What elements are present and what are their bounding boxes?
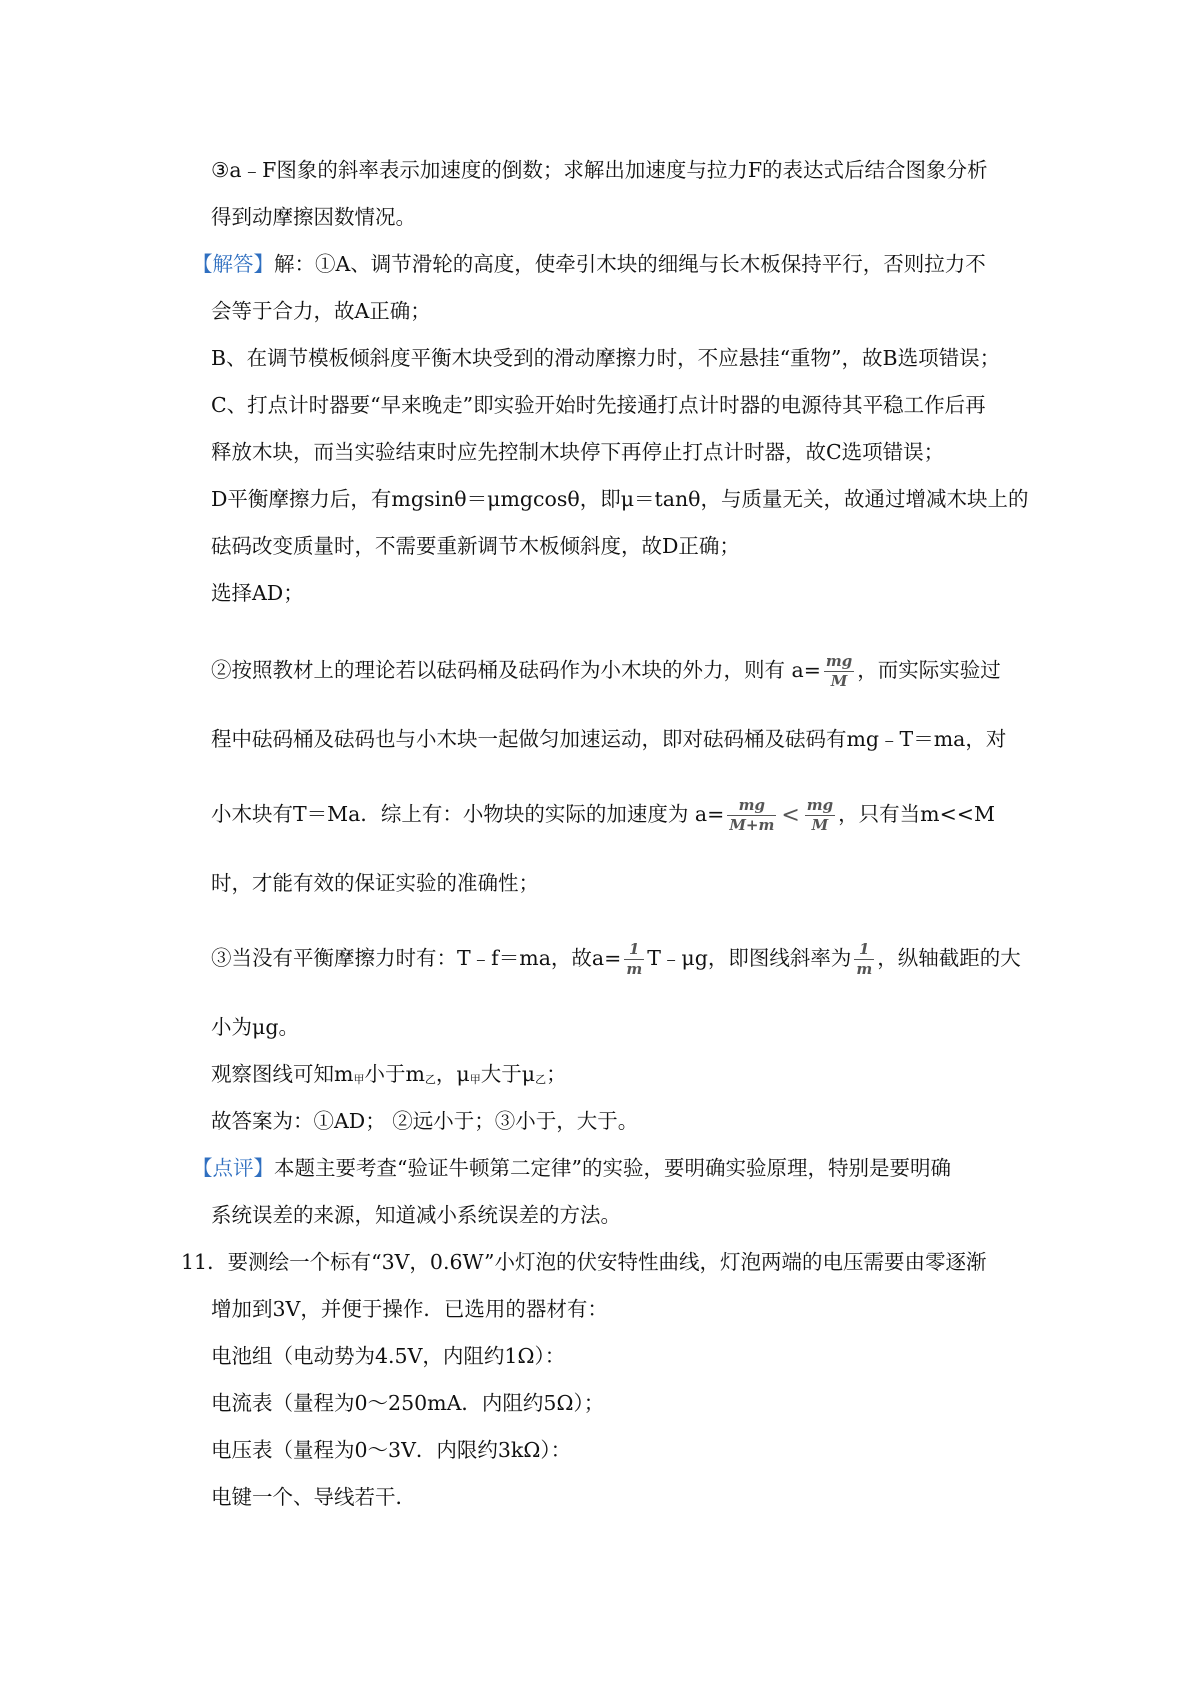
subscript: 乙 xyxy=(535,1073,547,1086)
line-text: ； xyxy=(546,1062,567,1086)
line-text: 小木块有T＝Ma．综上有：小物块的实际的加速度为 a= xyxy=(211,802,725,826)
subscript: 甲 xyxy=(353,1073,365,1086)
text-line: 增加到3V，并便于操作．已选用的器材有： xyxy=(211,1297,608,1321)
subscript: 乙 xyxy=(424,1073,436,1086)
fraction-denominator: m xyxy=(856,960,873,978)
fraction xyxy=(624,941,644,978)
comment-tag: 【点评】 xyxy=(192,1156,274,1180)
line-text: T﹣μg，即图线斜率为 xyxy=(647,946,852,970)
fraction xyxy=(824,653,854,690)
fraction-denominator: M xyxy=(811,816,829,834)
text-line: 电流表（量程为0～250mA．内阻约5Ω）； xyxy=(211,1391,605,1415)
text-line: C、打点计时器要“早来晚走”即实验开始时先接通打点计时器的电源待其平稳工作后再 xyxy=(211,393,986,417)
text-line: 得到动摩擦因数情况。 xyxy=(211,205,416,229)
text-line: 电池组（电动势为4.5V，内阻约1Ω）： xyxy=(211,1344,566,1368)
fraction-denominator: M xyxy=(830,672,848,690)
text-line: 电键一个、导线若干． xyxy=(211,1485,416,1509)
text-line xyxy=(211,797,995,834)
fraction-numerator: mg xyxy=(825,652,853,670)
line-text: ③当没有平衡摩擦力时有：T﹣f＝ma，故a= xyxy=(211,946,622,970)
fraction xyxy=(805,797,835,834)
text-line: 程中砝码桶及砝码也与小木块一起做匀加速运动，即对砝码桶及砝码有mg﹣T＝ma，对 xyxy=(211,727,1007,751)
line-text: 大于μ xyxy=(480,1062,536,1086)
fraction xyxy=(727,797,776,834)
line-text: ②按照教材上的理论若以砝码桶及砝码作为小木块的外力，则有 a= xyxy=(211,658,821,682)
text-line xyxy=(192,1154,951,1182)
line-text: 本题主要考查“验证牛顿第二定律”的实验，要明确实验原理，特别是要明确 xyxy=(274,1156,951,1180)
fraction-numerator: mg xyxy=(727,797,776,816)
answer-tag: 【解答】 xyxy=(192,252,274,276)
text-line: 释放木块，而当实验结束时应先控制木块停下再停止打点计时器，故C选项错误； xyxy=(211,440,945,464)
fraction-denominator: m xyxy=(626,960,643,978)
text-line xyxy=(211,653,1001,690)
fraction xyxy=(854,941,874,978)
line-text: ，纵轴截距的大 xyxy=(877,946,1021,970)
less-than-symbol: < xyxy=(781,802,800,828)
text-line xyxy=(211,941,1021,978)
text-line: 砝码改变质量时，不需要重新调节木板倾斜度，故D正确； xyxy=(211,534,740,558)
text-line xyxy=(211,1060,567,1094)
fraction-numerator: mg xyxy=(806,796,834,814)
fraction-numerator: 1 xyxy=(854,941,874,960)
text-line: 选择AD； xyxy=(211,581,304,605)
subscript: 甲 xyxy=(469,1073,481,1086)
text-line: ③a﹣F图象的斜率表示加速度的倒数；求解出加速度与拉力F的表达式后结合图象分析 xyxy=(211,158,988,182)
line-text: ，而实际实验过 xyxy=(857,658,1001,682)
question-number: 11． xyxy=(181,1250,228,1274)
text-line xyxy=(192,250,986,278)
line-text: 观察图线可知m xyxy=(211,1062,354,1086)
fraction-numerator: 1 xyxy=(624,941,644,960)
fraction-denominator: M+m xyxy=(729,816,775,834)
line-text: 要测绘一个标有“3V，0.6W”小灯泡的伏安特性曲线，灯泡两端的电压需要由零逐渐 xyxy=(227,1250,987,1274)
text-line: 电压表（量程为0～3V．内限约3kΩ）： xyxy=(211,1438,572,1462)
text-line: 系统误差的来源，知道减小系统误差的方法。 xyxy=(211,1203,621,1227)
text-line: 时，才能有效的保证实验的准确性； xyxy=(211,871,539,895)
text-line: 会等于合力，故A正确； xyxy=(211,299,431,323)
line-text: 解：①A、调节滑轮的高度，使牵引木块的细绳与长木板保持平行，否则拉力不 xyxy=(274,252,986,276)
line-text: ，μ xyxy=(435,1062,470,1086)
line-text: 小于m xyxy=(364,1062,425,1086)
question-line xyxy=(181,1248,986,1276)
text-line: 故答案为：①AD； ②远小于；③小于，大于。 xyxy=(211,1109,639,1133)
text-line: D平衡摩擦力后，有mgsinθ＝μmgcosθ，即μ＝tanθ，与质量无关，故通过增减木块上的 xyxy=(211,487,1029,511)
text-line: B、在调节模板倾斜度平衡木块受到的滑动摩擦力时，不应悬挂“重物”，故B选项错误； xyxy=(211,346,1001,370)
line-text: ，只有当m<<M xyxy=(838,802,995,826)
text-line: 小为μg。 xyxy=(211,1015,299,1039)
